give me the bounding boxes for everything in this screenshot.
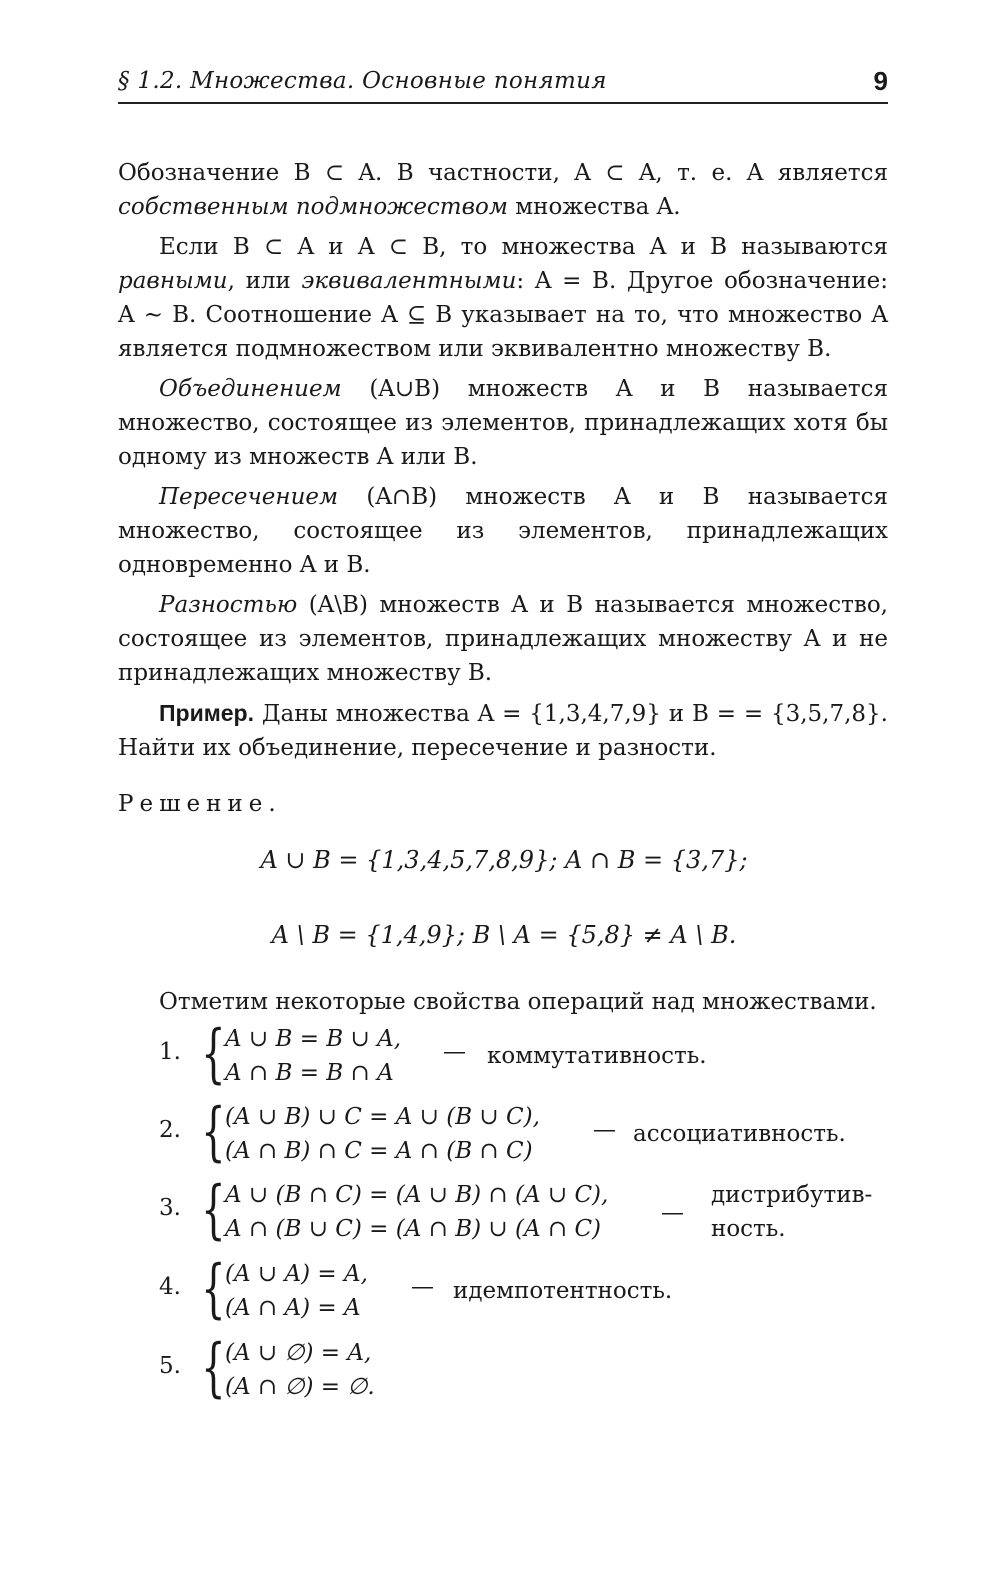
term-equivalent: эквивалентными <box>301 268 517 294</box>
equation-line: A ∩ (B ∪ C) = (A ∩ B) ∪ (A ∩ C) <box>225 1216 602 1242</box>
property-number: 2. <box>159 1117 181 1143</box>
property-name: дистрибутив- <box>711 1182 873 1208</box>
running-head: § 1.2. Множества. Основные понятия <box>118 68 607 94</box>
display-equation-1: A ∪ B = {1,3,4,5,7,8,9}; A ∩ B = {3,7}; <box>260 846 748 874</box>
property-equations <box>225 1257 368 1325</box>
paragraph-union <box>118 372 888 474</box>
equation-line: (A ∩ A) = A <box>225 1295 361 1321</box>
equation-line: (A ∪ B) ∪ C = A ∪ (B ∪ C), <box>225 1104 540 1130</box>
em-dash: — <box>411 1274 434 1300</box>
property-name: коммутативность. <box>487 1043 707 1069</box>
solution-label: Решение. <box>118 791 282 817</box>
equation-line: (A ∪ A) = A, <box>225 1261 368 1287</box>
text-run: Обозначение B ⊂ A. В частности, A ⊂ A, т. е. A является <box>118 160 888 186</box>
equation-line: (A ∩ B) ∩ C = A ∩ (B ∩ C) <box>225 1138 533 1164</box>
left-brace: { <box>201 1173 226 1247</box>
left-brace: { <box>201 1095 226 1169</box>
equation-line: A ∪ (B ∩ C) = (A ∪ B) ∩ (A ∪ C), <box>225 1182 609 1208</box>
property-number: 5. <box>159 1353 181 1379</box>
em-dash: — <box>593 1117 616 1143</box>
text-run: : A = B. Другое обозначение: A ∼ B. Соотношение A ⊆ B указывает на то, что множество A является подмножеством или эквивалентно множеству B. <box>118 268 889 362</box>
term-union: Объединением <box>159 376 342 402</box>
term-difference: Разностью <box>159 592 298 618</box>
property-equations <box>225 1100 540 1168</box>
text-run: Если B ⊂ A и A ⊂ B, то множества A и B называются <box>159 234 888 260</box>
property-number: 4. <box>159 1274 181 1300</box>
property-name: идемпотентность. <box>453 1278 673 1304</box>
paragraph-intersection <box>118 480 888 582</box>
equation-line: (A ∩ ∅) = ∅. <box>225 1374 375 1400</box>
equation-line: A ∩ B = B ∩ A <box>225 1060 394 1086</box>
left-brace: { <box>201 1331 226 1405</box>
text-run: (A∩B) множеств A и B называется множество, состоящее из элементов, принадлежащих одновременно A и B. <box>118 484 888 578</box>
text-run: Даны множества A = {1,3,4,7,9} и B = = {3,5,7,8}. Найти их объединение, пересечение и разности. <box>118 701 888 761</box>
paragraph-equality <box>118 230 888 366</box>
left-brace: { <box>201 1017 226 1091</box>
property-name: ассоциативность. <box>633 1121 846 1147</box>
paragraph-example <box>118 696 888 765</box>
properties-intro: Отметим некоторые свойства операций над множествами. <box>159 989 877 1015</box>
em-dash: — <box>443 1039 466 1065</box>
term-proper-subset: собственным подмножеством <box>118 194 508 220</box>
paragraph-difference <box>118 588 888 690</box>
term-intersection: Пересечением <box>159 484 339 510</box>
text-run: множества A. <box>507 194 681 220</box>
property-equations <box>225 1336 375 1404</box>
text-run: (A∪B) множеств A и B называется множество, состоящее из элементов, принадлежащих хотя бы одному из множеств A или B. <box>118 376 888 470</box>
term-equal: равными <box>118 268 228 294</box>
body-text <box>118 156 888 827</box>
property-equations <box>225 1178 608 1246</box>
display-equation-2: A \ B = {1,4,9}; B \ A = {5,8} ≠ A \ B. <box>271 921 737 949</box>
property-equations <box>225 1022 401 1090</box>
property-number: 3. <box>159 1195 181 1221</box>
equation-line: A ∪ B = B ∪ A, <box>225 1026 402 1052</box>
property-number: 1. <box>159 1039 181 1065</box>
left-brace: { <box>201 1252 226 1326</box>
text-run: (A\B) множеств A и B называется множество, состоящее из элементов, принадлежащих множеству A и не принадлежащих множеству B. <box>118 592 888 686</box>
page-number: 9 <box>873 66 888 96</box>
page-header <box>118 66 888 104</box>
equation-line: (A ∪ ∅) = A, <box>225 1340 372 1366</box>
text-run: , или <box>227 268 302 294</box>
property-name-continuation: ность. <box>711 1216 786 1242</box>
paragraph-subset <box>118 156 888 224</box>
example-label: Пример. <box>159 700 254 726</box>
em-dash: — <box>661 1200 684 1226</box>
